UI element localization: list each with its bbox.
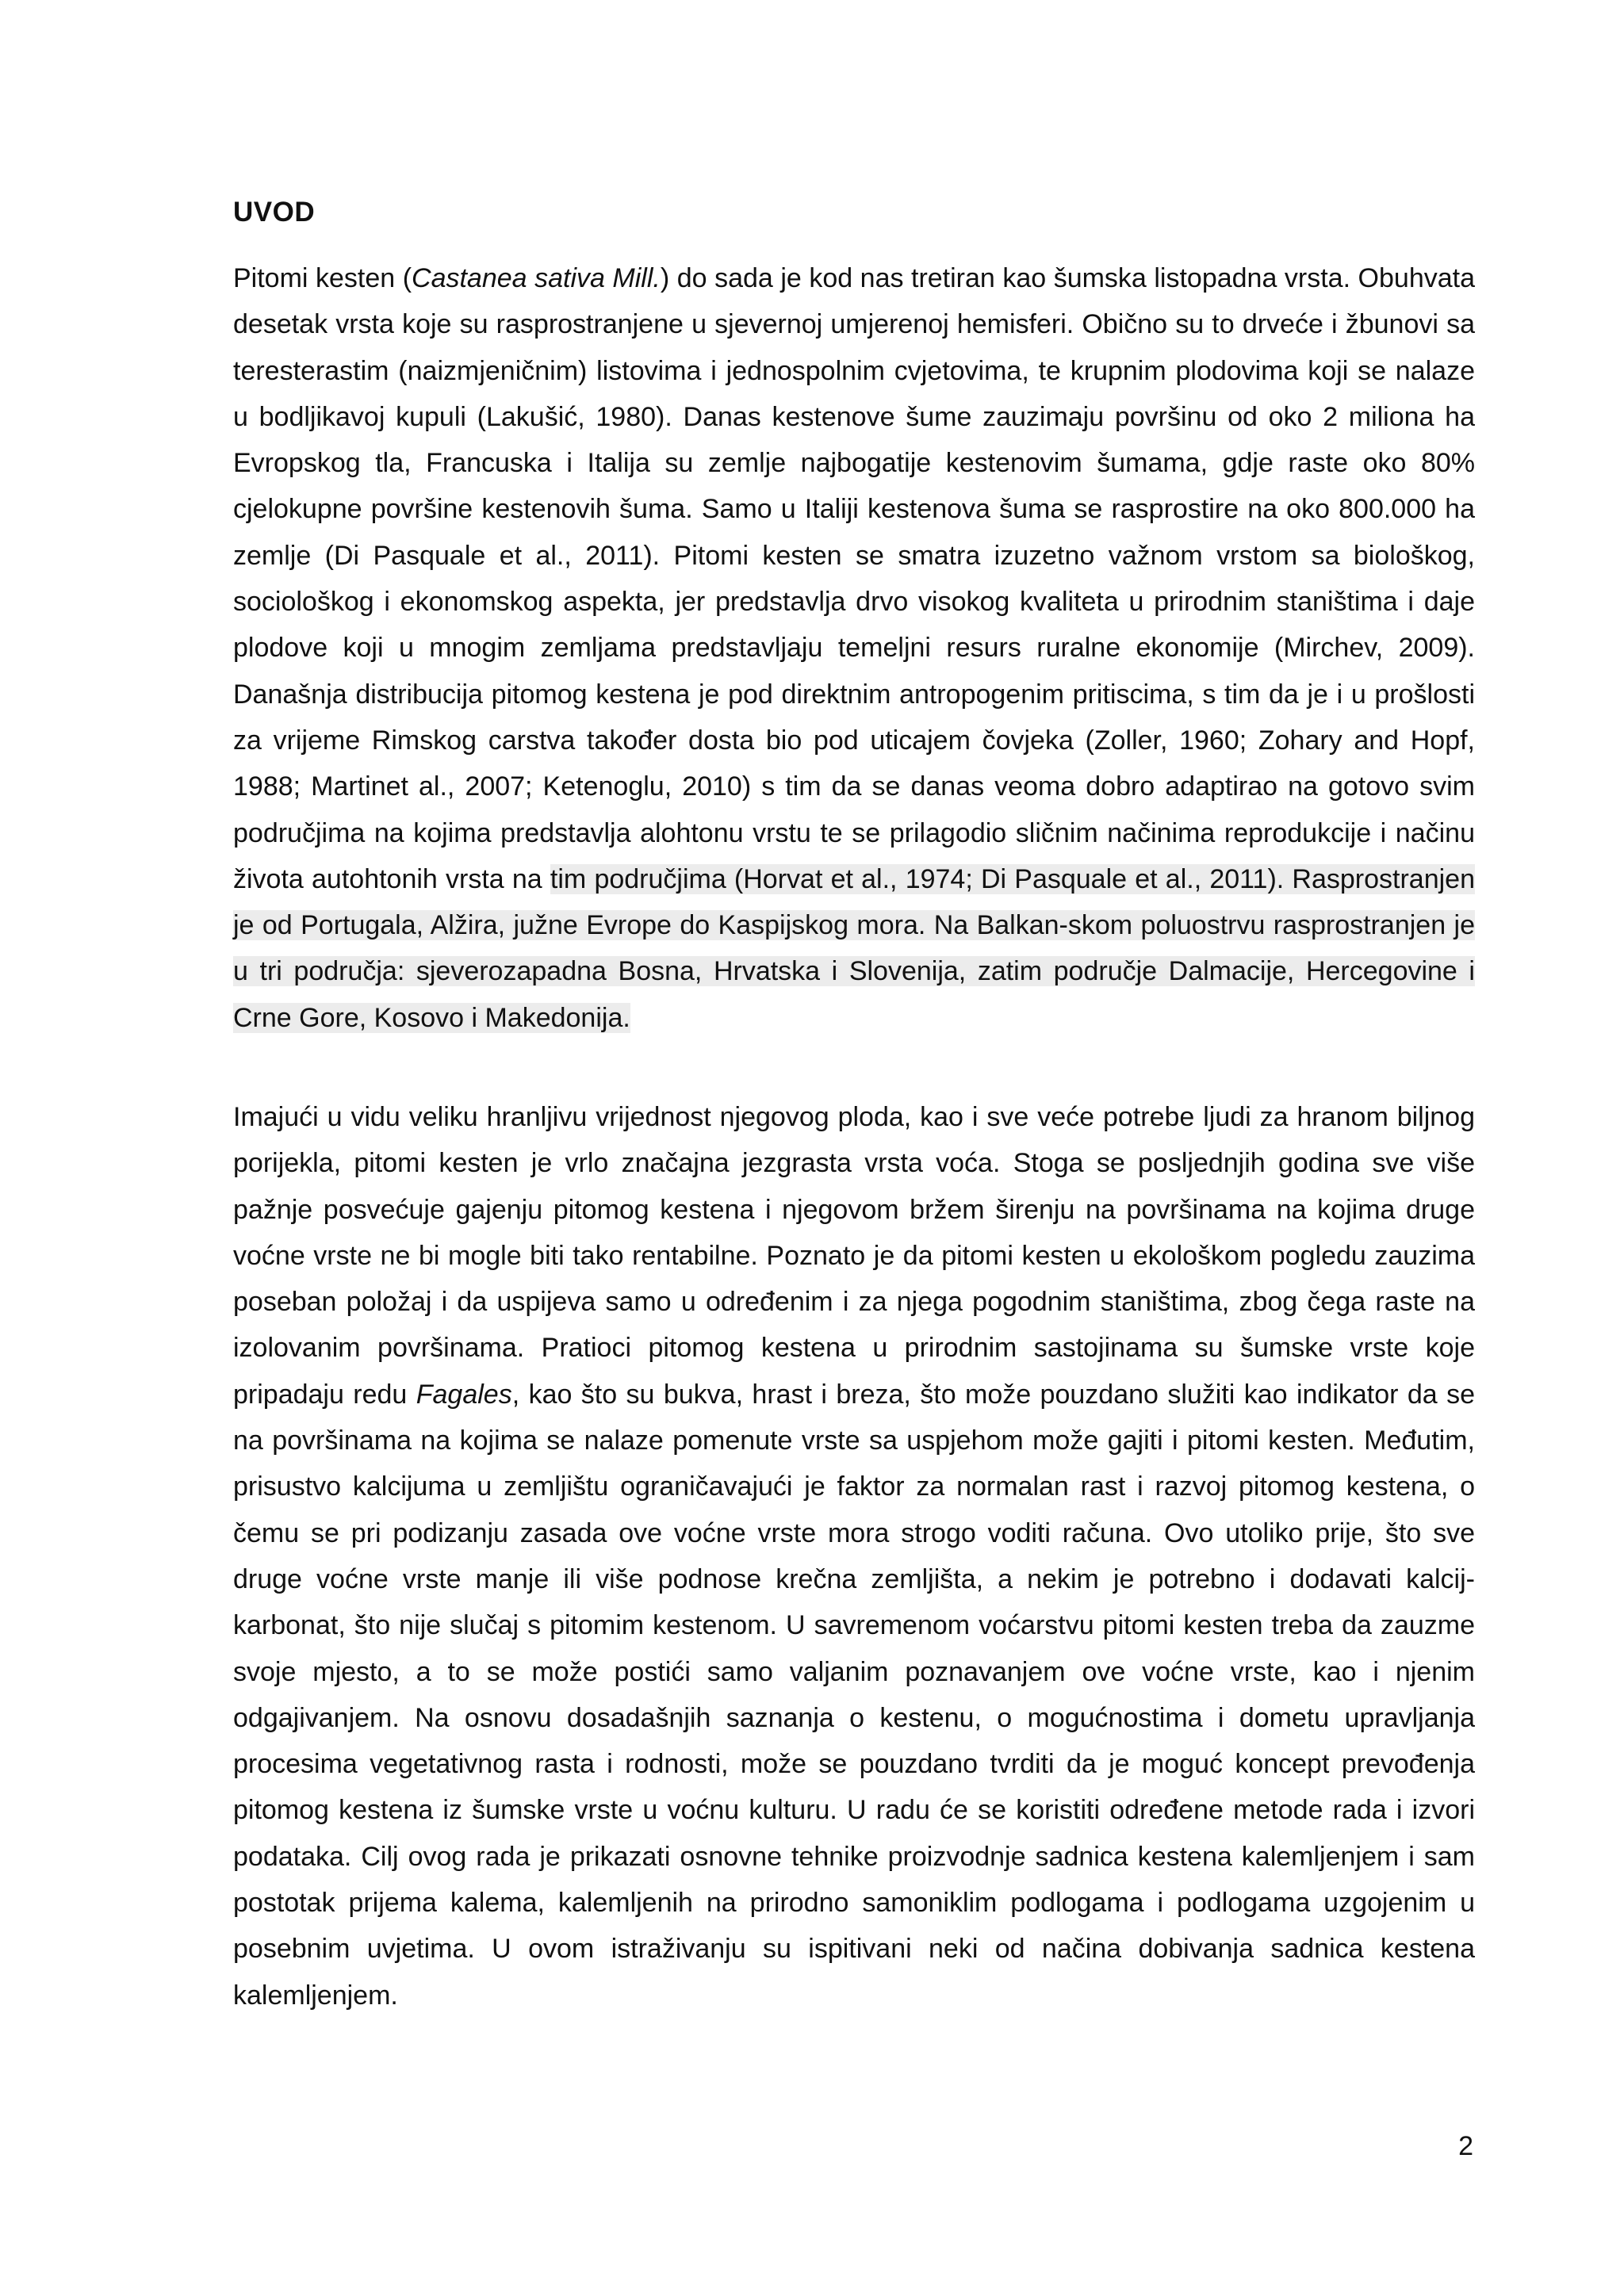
order-name: Fagales bbox=[416, 1379, 512, 1410]
paragraph-text: Imajući u vidu veliku hranljivu vrijednost njegovog ploda, kao i sve veće potrebe ljudi za hranom biljnog porijekla, pitomi kesten je vrlo značajna jezgrasta vrsta voća. Stoga se posljednjih godina sve više pažnje posvećuje gajenju pitomog kestena i njegovom bržem širenju na površinama na kojima druge voćne vrste ne bi mogle biti tako rentabilne. Poznato je da pitomi kesten u ekološkom pogledu zauzima poseban položaj i da uspijeva samo u određenim i za njega pogodnim staništima, zbog čega raste na izolovanim površinama. Pratioci pitomog kestena u prirodnim sastojinama su šumske vrste koje pripadaju redu bbox=[233, 1102, 1475, 1410]
highlighted-text: tim područjima (Horvat et al., 1974; Di Pasquale et al., 2011). Rasprostranjen je od Portugala, Alžira, južne Evrope do Kaspijskog mora. Na Balkan-skom poluostrvu rasprostranjen je u tri područja: sjeverozapadna Bosna, Hrvatska i Slovenija, zatim područje Dalmacije, Hercegovine i Crne Gore, Kosovo i Makedonija. bbox=[233, 863, 1475, 1033]
second-paragraph bbox=[233, 1094, 1475, 2019]
paragraph-text: , kao što su bukva, hrast i breza, što može pouzdano služiti kao indikator da se na površinama na kojima se nalaze pomenute vrste sa uspjehom može gajiti i pitomi kesten. Međutim, prisustvo kalcijuma u zemljištu ograničavajući je faktor za normalan rast i razvoj pitomog kestena, o čemu se pri podizanju zasada ove voćne vrste mora strogo voditi računa. Ovo utoliko prije, što sve druge voćne vrste manje ili više podnose krečna zemljišta, a nekim je potrebno i dodavati kalcij-karbonat, što nije slučaj s pitomim kestenom. U savremenom voćarstvu pitomi kesten treba da zauzme svoje mjesto, a to se može postići samo valjanim poznavanjem ove voćne vrste, kao i njenim odgajivanjem. Na osnovu dosadašnjih saznanja o kestenu, o mogućnostima i dometu upravljanja procesima vegetativnog rasta i rodnosti, može se pouzdano tvrditi da je moguć koncept prevođenja pitomog kestena iz šumske vrste u voćnu kulturu. U radu će se koristiti određene metode rada i izvori podataka. Cilj ovog rada je prikazati osnovne tehnike proizvodnje sadnica kestena kalemljenjem i sam postotak prijema kalema, kalemljenih na prirodno samoniklim podlogama i podlogama uzgojenim u posebnim uvjetima. U ovom istraživanju su ispitivani neki od načina dobivanja sadnica kestena kalemljenjem. bbox=[233, 1379, 1475, 2011]
page-number: 2 bbox=[1458, 2131, 1473, 2161]
paragraph-text: ) do sada je kod nas tretiran kao šumska listopadna vrsta. Obuhvata desetak vrsta koje su rasprostranjene u sjevernoj umjerenoj hemisferi. Obično su to drveće i žbunovi sa teresterastim (naizmjeničnim) listovima i jednospolnim cvjetovima, te krupnim plodovima koji se nalaze u bodljikavoj kupuli (Lakušić, 1980). Danas kestenove šume zauzimaju površinu od oko 2 miliona ha Evropskog tla, Francuska i Italija su zemlje najbogatije kestenovim šumama, gdje raste oko 80% cjelokupne površine kestenovih šuma. Samo u Italiji kestenova šuma se rasprostire na oko 800.000 ha zemlje (Di Pasquale et al., 2011). Pitomi kesten se smatra izuzetno važnom vrstom sa biološkog, sociološkog i ekonomskog aspekta, jer predstavlja drvo visokog kvaliteta u prirodnim staništima i daje plodove koji u mnogim zemljama predstavljaju temeljni resurs ruralne ekonomije (Mirchev, 2009). Današnja distribucija pitomog kestena je pod direktnim antropogenim pritiscima, s tim da je i u prošlosti za vrijeme Rimskog carstva također dosta bio pod uticajem čovjeka (Zoller, 1960; Zohary and Hopf, 1988; Martinet al., 2007; Ketenoglu, 2010) s tim da se danas veoma dobro adaptirao na gotovo svim područjima na kojima predstavlja alohtonu vrstu te se prilagodio sličnim načinima reprodukcije i načinu života autohtonih vrsta na bbox=[233, 263, 1475, 894]
section-heading: UVOD bbox=[233, 197, 316, 228]
species-name: Castanea sativa Mill. bbox=[412, 263, 661, 293]
paragraph-text: Pitomi kesten ( bbox=[233, 263, 412, 293]
intro-paragraph bbox=[233, 255, 1475, 1041]
